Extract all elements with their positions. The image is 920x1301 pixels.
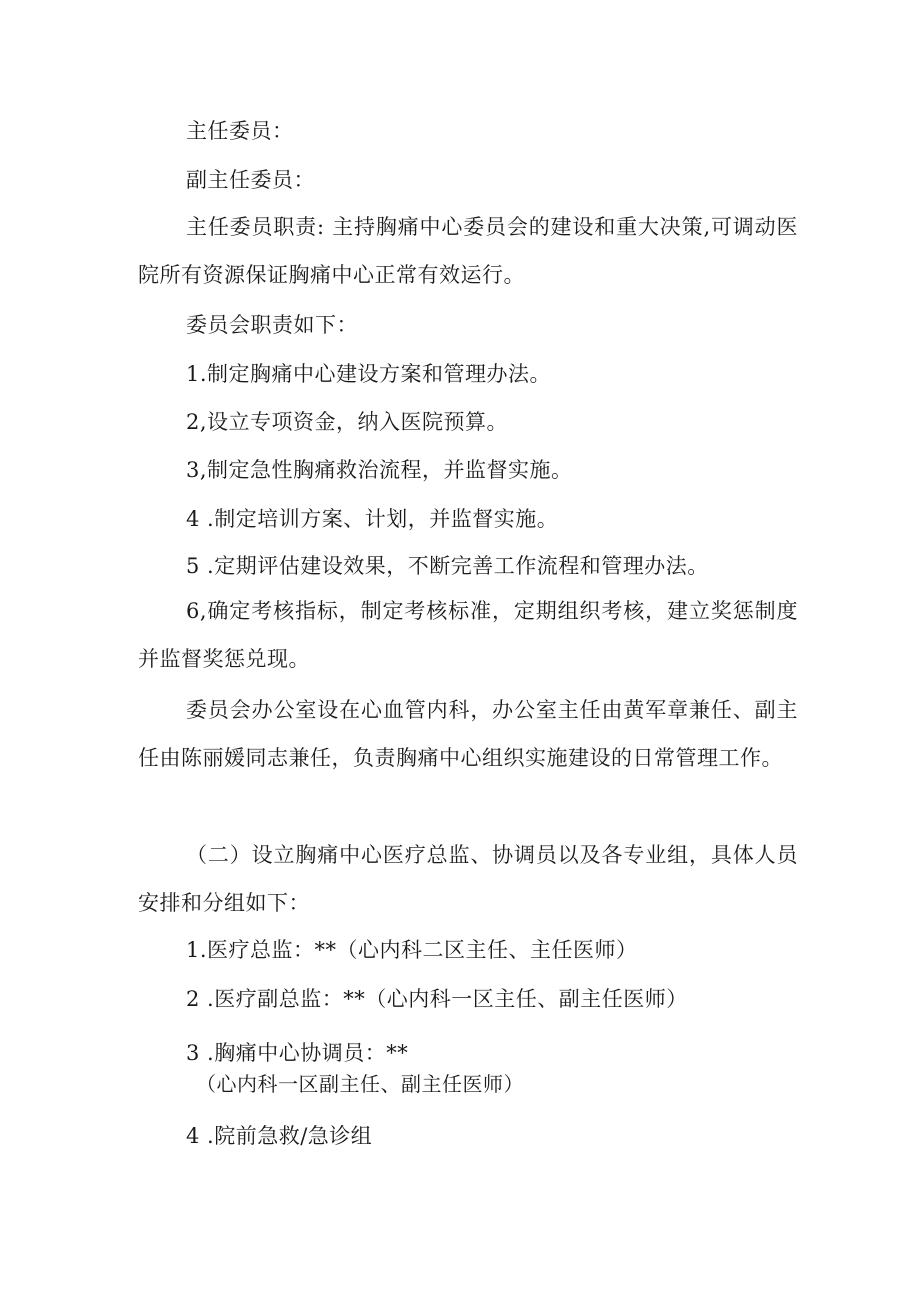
staff-item-2: 2 .医疗副总监：**（心内科一区主任、副主任医师）: [186, 987, 688, 1011]
duty-item-6: 6,确定考核指标，制定考核标准，定期组织考核，建立奖惩制度并监督奖惩兑现。: [138, 599, 798, 671]
staff-item-3-detail: （心内科一区副主任、副主任医师）: [196, 1072, 524, 1096]
staff-item-3: 3 .胸痛中心协调员：**: [186, 1041, 409, 1065]
staff-item-4: 4 .院前急救/急诊组: [186, 1124, 373, 1148]
duty-item-1: 1.制定胸痛中心建设方案和管理办法。: [186, 362, 552, 386]
duty-item-3: 3,制定急性胸痛救治流程，并监督实施。: [186, 458, 573, 482]
duty-item-5: 5 .定期评估建设效果，不断完善工作流程和管理办法。: [186, 554, 709, 578]
duty-item-2: 2,设立专项资金，纳入医院预算。: [186, 410, 509, 434]
section-two-paragraph: （二）设立胸痛中心医疗总监、协调员以及各专业组，具体人员安排和分组如下：: [138, 843, 798, 915]
vice-chair-line: 副主任委员：: [186, 168, 315, 192]
chair-duty-paragraph: 主任委员职责: 主持胸痛中心委员会的建设和重大决策,可调动医院所有资源保证胸痛中心正常有效运行。: [138, 215, 798, 287]
staff-item-1: 1.医疗总监：**（心内科二区主任、主任医师）: [186, 938, 638, 962]
committee-duty-title: 委员会职责如下：: [186, 313, 358, 337]
duty-item-4: 4 .制定培训方案、计划，并监督实施。: [186, 507, 559, 531]
chair-line: 主任委员：: [186, 119, 294, 143]
office-paragraph: 委员会办公室设在心血管内科，办公室主任由黄军章兼任、副主任由陈丽媛同志兼任，负责胸痛中心组织实施建设的日常管理工作。: [138, 698, 798, 770]
